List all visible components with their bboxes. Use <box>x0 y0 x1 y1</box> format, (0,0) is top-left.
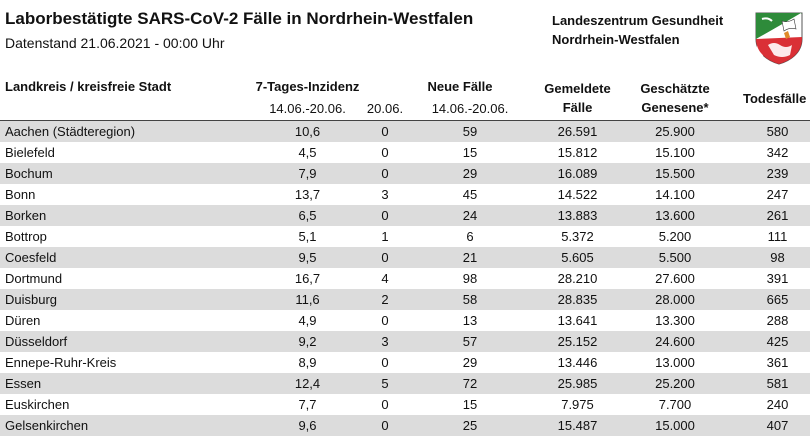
new-cases-day: 5 <box>360 373 410 394</box>
table-row <box>0 415 810 436</box>
incidence-value: 6,5 <box>255 205 360 226</box>
reported-cases: 15.487 <box>530 415 625 436</box>
incidence-value: 9,2 <box>255 331 360 352</box>
table-row <box>0 331 810 352</box>
recovered-estimate: 25.200 <box>625 373 725 394</box>
recovered-estimate: 13.300 <box>625 310 725 331</box>
new-cases-week: 57 <box>410 331 530 352</box>
new-cases-week: 21 <box>410 247 530 268</box>
new-cases-week: 15 <box>410 394 530 415</box>
new-cases-week: 59 <box>410 121 530 143</box>
district-name: Duisburg <box>0 289 255 310</box>
district-name: Bonn <box>0 184 255 205</box>
table-row <box>0 142 810 163</box>
incidence-value: 4,9 <box>255 310 360 331</box>
column-header-recovered-line-1: Geschätzte <box>640 81 710 96</box>
new-cases-day: 3 <box>360 184 410 205</box>
table-row <box>0 373 810 394</box>
reported-cases: 13.883 <box>530 205 625 226</box>
new-cases-day: 0 <box>360 142 410 163</box>
district-name: Düren <box>0 310 255 331</box>
deaths: 261 <box>725 205 810 226</box>
new-cases-week: 45 <box>410 184 530 205</box>
deaths: 581 <box>725 373 810 394</box>
table-row <box>0 289 810 310</box>
deaths: 407 <box>725 415 810 436</box>
new-cases-week: 15 <box>410 142 530 163</box>
district-name: Aachen (Städteregion) <box>0 121 255 143</box>
reported-cases: 13.446 <box>530 352 625 373</box>
table-row <box>0 226 810 247</box>
reported-cases: 13.641 <box>530 310 625 331</box>
new-cases-day: 1 <box>360 226 410 247</box>
new-cases-day: 0 <box>360 310 410 331</box>
column-subheader-new-day: 20.06. <box>360 97 410 121</box>
reported-cases: 25.152 <box>530 331 625 352</box>
district-name: Essen <box>0 373 255 394</box>
table-row <box>0 268 810 289</box>
new-cases-day: 0 <box>360 163 410 184</box>
table-row <box>0 205 810 226</box>
new-cases-week: 29 <box>410 352 530 373</box>
incidence-value: 7,7 <box>255 394 360 415</box>
deaths: 361 <box>725 352 810 373</box>
deaths: 239 <box>725 163 810 184</box>
new-cases-day: 3 <box>360 331 410 352</box>
column-subheader-new-range: 14.06.-20.06. <box>410 97 530 121</box>
recovered-estimate: 27.600 <box>625 268 725 289</box>
new-cases-day: 0 <box>360 205 410 226</box>
incidence-value: 10,6 <box>255 121 360 143</box>
reported-cases: 28.835 <box>530 289 625 310</box>
reported-cases: 25.985 <box>530 373 625 394</box>
recovered-estimate: 24.600 <box>625 331 725 352</box>
table-row <box>0 352 810 373</box>
page-title: Laborbestätigte SARS-CoV-2 Fälle in Nordrhein-Westfalen <box>5 9 474 28</box>
new-cases-week: 58 <box>410 289 530 310</box>
district-name: Borken <box>0 205 255 226</box>
new-cases-day: 0 <box>360 394 410 415</box>
new-cases-week: 25 <box>410 415 530 436</box>
table-row <box>0 121 810 143</box>
table-row <box>0 310 810 331</box>
district-name: Bielefeld <box>0 142 255 163</box>
recovered-estimate: 15.500 <box>625 163 725 184</box>
new-cases-week: 6 <box>410 226 530 247</box>
incidence-value: 16,7 <box>255 268 360 289</box>
column-header-incidence: 7-Tages-Inzidenz <box>255 79 360 94</box>
column-header-reported-line-1: Gemeldete <box>544 81 611 96</box>
deaths: 391 <box>725 268 810 289</box>
incidence-value: 7,9 <box>255 163 360 184</box>
incidence-value: 11,6 <box>255 289 360 310</box>
incidence-value: 8,9 <box>255 352 360 373</box>
incidence-value: 9,5 <box>255 247 360 268</box>
deaths: 342 <box>725 142 810 163</box>
column-subheader-incidence-range: 14.06.-20.06. <box>255 97 360 121</box>
recovered-estimate: 15.100 <box>625 142 725 163</box>
district-name: Bochum <box>0 163 255 184</box>
column-header-name: Landkreis / kreisfreie Stadt <box>0 76 255 121</box>
new-cases-week: 13 <box>410 310 530 331</box>
deaths: 247 <box>725 184 810 205</box>
nrw-crest-icon <box>754 11 804 65</box>
recovered-estimate: 7.700 <box>625 394 725 415</box>
new-cases-day: 0 <box>360 121 410 143</box>
recovered-estimate: 13.600 <box>625 205 725 226</box>
reported-cases: 7.975 <box>530 394 625 415</box>
new-cases-day: 0 <box>360 352 410 373</box>
new-cases-day: 0 <box>360 247 410 268</box>
reported-cases: 26.591 <box>530 121 625 143</box>
new-cases-day: 0 <box>360 415 410 436</box>
new-cases-day: 4 <box>360 268 410 289</box>
organization-name <box>552 11 723 49</box>
deaths: 98 <box>725 247 810 268</box>
column-header-reported-cases <box>530 76 625 121</box>
incidence-value: 4,5 <box>255 142 360 163</box>
column-header-reported-line-2: Fälle <box>562 100 593 115</box>
incidence-value: 12,4 <box>255 373 360 394</box>
reported-cases: 16.089 <box>530 163 625 184</box>
recovered-estimate: 14.100 <box>625 184 725 205</box>
deaths: 665 <box>725 289 810 310</box>
column-header-recovered <box>625 76 725 121</box>
reported-cases: 28.210 <box>530 268 625 289</box>
recovered-estimate: 5.200 <box>625 226 725 247</box>
new-cases-day: 2 <box>360 289 410 310</box>
reported-cases: 14.522 <box>530 184 625 205</box>
deaths: 111 <box>725 226 810 247</box>
incidence-value: 13,7 <box>255 184 360 205</box>
new-cases-week: 29 <box>410 163 530 184</box>
recovered-estimate: 15.000 <box>625 415 725 436</box>
incidence-value: 5,1 <box>255 226 360 247</box>
organization-line-1: Landeszentrum Gesundheit <box>552 13 724 28</box>
table-row <box>0 184 810 205</box>
data-date: Datenstand 21.06.2021 - 00:00 Uhr <box>5 35 225 51</box>
new-cases-week: 98 <box>410 268 530 289</box>
deaths: 580 <box>725 121 810 143</box>
district-name: Düsseldorf <box>0 331 255 352</box>
district-name: Gelsenkirchen <box>0 415 255 436</box>
column-header-new-cases: Neue Fälle <box>427 79 493 94</box>
deaths: 425 <box>725 331 810 352</box>
recovered-estimate: 28.000 <box>625 289 725 310</box>
recovered-estimate: 5.500 <box>625 247 725 268</box>
column-header-recovered-line-2: Genesene* <box>641 100 709 115</box>
incidence-value: 9,6 <box>255 415 360 436</box>
case-table <box>0 76 810 436</box>
column-header-deaths: Todesfälle <box>725 76 810 121</box>
district-name: Coesfeld <box>0 247 255 268</box>
recovered-estimate: 13.000 <box>625 352 725 373</box>
district-name: Bottrop <box>0 226 255 247</box>
reported-cases: 15.812 <box>530 142 625 163</box>
deaths: 240 <box>725 394 810 415</box>
new-cases-week: 24 <box>410 205 530 226</box>
reported-cases: 5.372 <box>530 226 625 247</box>
table-row <box>0 394 810 415</box>
table-row <box>0 247 810 268</box>
new-cases-week: 72 <box>410 373 530 394</box>
district-name: Euskirchen <box>0 394 255 415</box>
reported-cases: 5.605 <box>530 247 625 268</box>
district-name: Ennepe-Ruhr-Kreis <box>0 352 255 373</box>
table-row <box>0 163 810 184</box>
organization-line-2: Nordrhein-Westfalen <box>552 32 680 47</box>
district-name: Dortmund <box>0 268 255 289</box>
recovered-estimate: 25.900 <box>625 121 725 143</box>
deaths: 288 <box>725 310 810 331</box>
